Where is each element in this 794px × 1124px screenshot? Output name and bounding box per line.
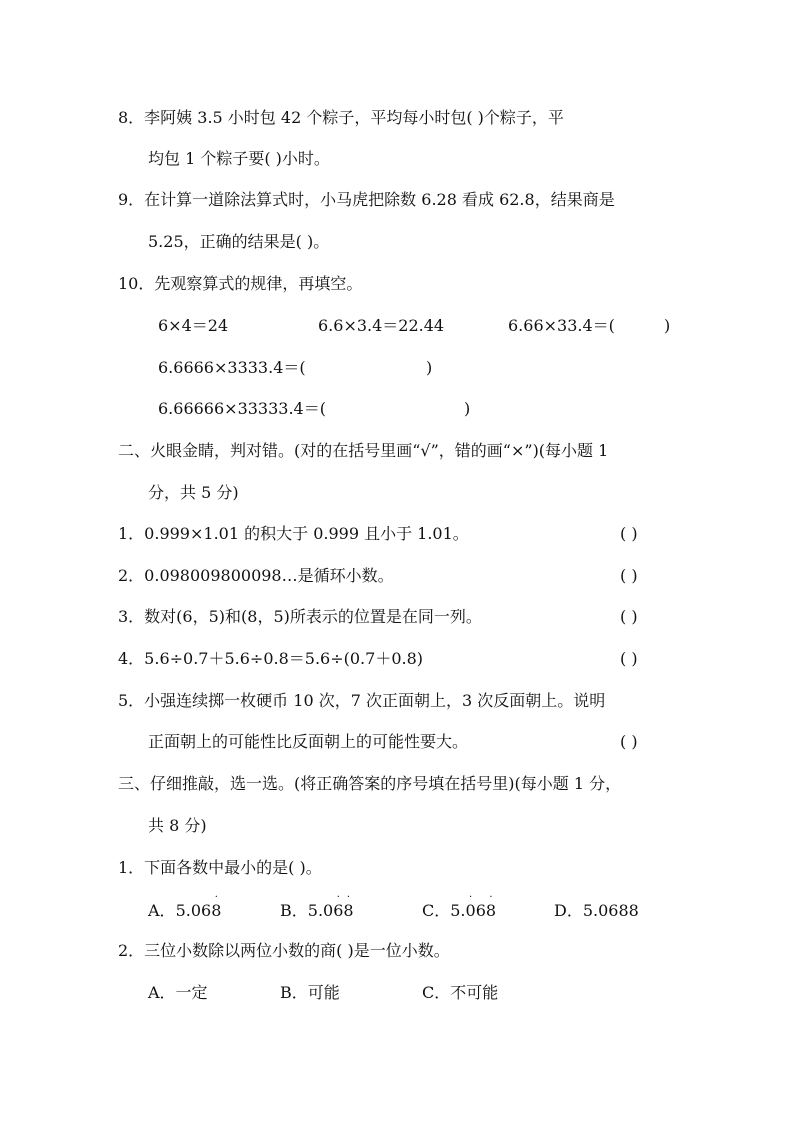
option-a-digit: 8	[211, 901, 222, 920]
mc-q2-stem: 2．三位小数除以两位小数的商( )是一位小数。	[118, 941, 450, 960]
repeat-dot-icon: ·	[214, 892, 218, 903]
option-a-repeat-digit	[211, 892, 222, 922]
q10-eq5-close: )	[464, 399, 471, 418]
section3-title-line1: 三、仔细推敲，选一选。(将正确答案的序号填在括号里)(每小题 1 分，	[118, 774, 622, 793]
option-c-label: C．	[422, 901, 451, 920]
section2-title-line1: 二、火眼金睛，判对错。(对的在括号里画“√”，错的画“×”)(每小题 1	[118, 441, 609, 460]
mc-q2-option-a[interactable]: A．一定	[148, 983, 208, 1002]
q8-line1: 8．李阿姨 3.5 小时包 42 个粽子，平均每小时包( )个粽子，平	[118, 108, 564, 127]
option-c-repeat-digit-2	[485, 892, 497, 922]
q10-eq5: 6.66666×33333.4＝(	[158, 399, 326, 418]
section3-title-line2: 共 8 分)	[148, 816, 207, 835]
mc-q2-option-c[interactable]: C．不可能	[422, 983, 499, 1002]
option-c-prefix: 5.	[450, 901, 466, 920]
option-d-value: 5.0688	[582, 901, 639, 920]
tf-item-5-line2: 正面朝上的可能性比反面朝上的可能性要大。	[148, 732, 469, 751]
option-c-repeat-digit-1	[465, 892, 476, 922]
option-c-digit-1: 0	[465, 901, 476, 920]
q9-line2: 5.25，正确的结果是( )。	[148, 232, 330, 251]
option-d-label: D．	[554, 901, 583, 920]
option-b-digit-2: 8	[343, 901, 354, 920]
mc-q2-option-b[interactable]: B．可能	[280, 983, 340, 1002]
tf-answer-bracket-5[interactable]: ( )	[620, 732, 638, 751]
tf-answer-bracket-3[interactable]: ( )	[620, 607, 638, 626]
mc-q1-option-d[interactable]	[554, 900, 639, 922]
repeat-dot-icon: ·	[469, 892, 473, 903]
tf-item-1: 1．0.999×1.01 的积大于 0.999 且小于 1.01。	[118, 524, 469, 543]
tf-answer-bracket-1[interactable]: ( )	[620, 524, 638, 543]
section2-title-line2: 分，共 5 分)	[148, 483, 239, 502]
q10-eq4: 6.6666×3333.4＝(	[158, 358, 306, 377]
q10-eq4-close: )	[426, 358, 433, 377]
tf-answer-bracket-2[interactable]: ( )	[620, 566, 638, 585]
q10-eq3-close: )	[664, 316, 671, 335]
option-b-repeat-digit-2	[343, 892, 354, 922]
mc-q1-option-c[interactable]	[422, 892, 497, 922]
tf-item-4: 4．5.6÷0.7＋5.6÷0.8＝5.6÷(0.7＋0.8)	[118, 649, 424, 668]
option-b-digit-1: 6	[333, 901, 344, 920]
tf-item-5-line1: 5．小强连续掷一枚硬币 10 次，7 次正面朝上，3 次反面朝上。说明	[118, 691, 606, 710]
option-c-digit-2: 8	[485, 901, 497, 920]
repeat-dot-icon: ·	[489, 892, 493, 903]
q10-eq2: 6.6×3.4＝22.44	[318, 316, 445, 335]
option-b-prefix: 5.0	[307, 901, 334, 920]
q10-eq3: 6.66×33.4＝(	[508, 316, 615, 335]
mc-q1-stem: 1．下面各数中最小的是( )。	[118, 858, 322, 877]
q8-line2: 均包 1 个粽子要( )小时。	[148, 149, 330, 168]
option-b-repeat-digit-1	[333, 892, 344, 922]
mc-q1-option-a[interactable]	[148, 892, 222, 922]
option-b-label: B．	[280, 901, 308, 920]
option-c-middle: 6	[475, 901, 486, 920]
tf-item-2: 2．0.098009800098…是循环小数。	[118, 566, 394, 585]
mc-q1-option-b[interactable]	[280, 892, 354, 922]
repeat-dot-icon: ·	[346, 892, 351, 903]
q9-line1: 9．在计算一道除法算式时，小马虎把除数 6.28 看成 62.8，结果商是	[118, 190, 615, 209]
option-a-prefix: 5.06	[175, 901, 212, 920]
q10-eq1: 6×4＝24	[158, 316, 229, 335]
q10-intro: 10．先观察算式的规律，再填空。	[118, 274, 363, 293]
tf-answer-bracket-4[interactable]: ( )	[620, 649, 638, 668]
repeat-dot-icon: ·	[336, 892, 340, 903]
tf-item-3: 3．数对(6，5)和(8，5)所表示的位置是在同一列。	[118, 607, 482, 626]
option-a-label: A．	[148, 901, 176, 920]
